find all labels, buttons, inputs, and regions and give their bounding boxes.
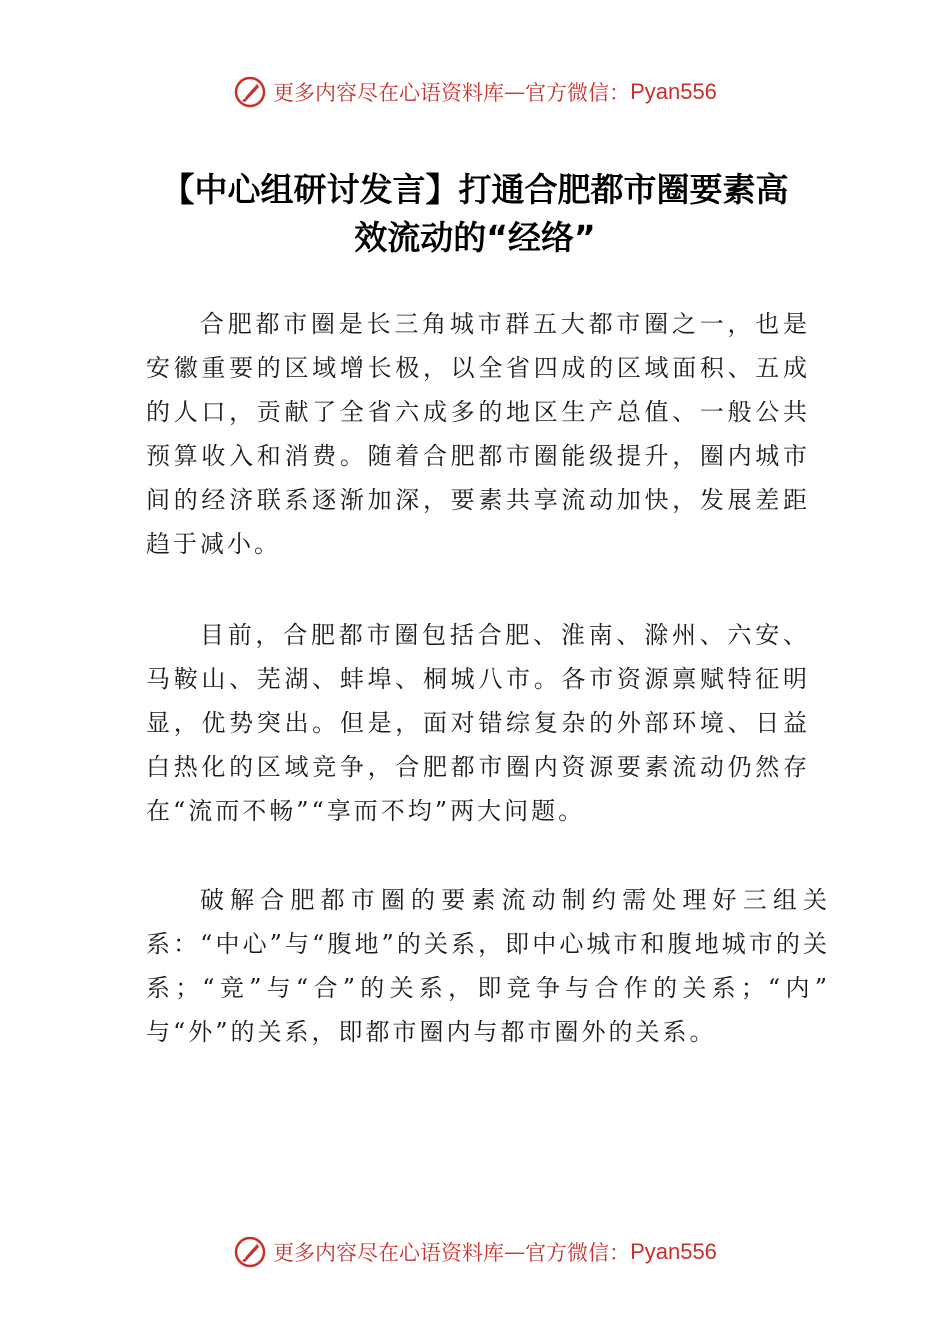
banner-separator: — [504,80,526,104]
document-title [100,166,850,262]
paragraph-2: 目前，合肥都市圈包括合肥、淮南、滁州、六安、马鞍山、芜湖、蚌埠、桐城八市。各市资源禀赋特征明显，优势突出。但是，面对错综复杂的外部环境、日益白热化的区域竞争，合肥都市圈内资源要素流动仍然存在“流而不畅”“享而不均”两大问题。 [146,621,810,825]
paragraph-1: 合肥都市圈是长三角城市群五大都市圈之一，也是安徽重要的区域增长极，以全省四成的区域面积、五成的人口，贡献了全省六成多的地区生产总值、一般公共预算收入和消费。随着合肥都市圈能级提升，圈内城市间的经济联系逐渐加深，要素共享流动加快，发展差距趋于减小。 [146,310,810,558]
banner-wechat-label: 官方微信： [525,81,631,105]
title-line-2: 效流动的“经络” [354,218,596,257]
banner-wechat-label: 官方微信： [525,1241,631,1265]
paragraph-3: 破解合肥都市圈的要素流动制约需处理好三组关系：“中心”与“腹地”的关系，即中心城市和腹地城市的关系；“竞”与“合”的关系，即竞争与合作的关系；“内” 与“外”的关系，即都市圈内与都市圈外的关系。 [146,886,830,1046]
banner-brand-text: 更多内容尽在心语资料库 [273,81,505,105]
banner-wechat-id: Pyan556 [630,79,717,104]
footer-banner [0,1232,950,1272]
quill-logo-icon [233,75,267,109]
banner-separator: — [504,1240,526,1264]
banner-wechat-id: Pyan556 [630,1239,717,1264]
title-line-1: 【中心组研讨发言】打通合肥都市圈要素高 [161,170,789,209]
header-banner [0,72,950,112]
quill-logo-icon [233,1235,267,1269]
banner-brand-text: 更多内容尽在心语资料库 [273,1241,505,1265]
